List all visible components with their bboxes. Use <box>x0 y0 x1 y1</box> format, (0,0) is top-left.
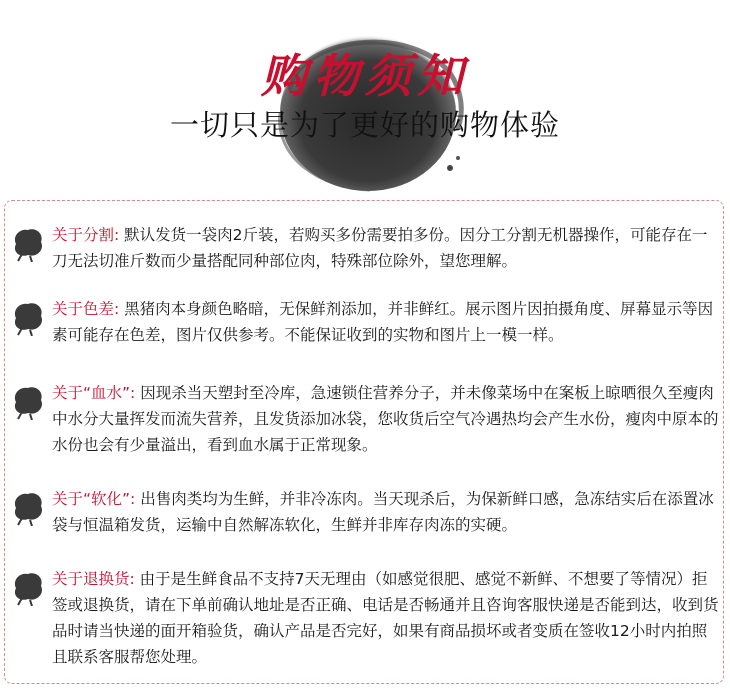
ink-brush-icon <box>10 296 46 336</box>
notice-body: 默认发货一袋肉2斤装，若购买多份需要拍多份。因分工分割无机器操作，可能存在一刀无法切准斤数而少量搭配同种部位肉，特殊部位除外，望您理解。 <box>52 226 708 270</box>
notice-text <box>52 380 720 458</box>
page-subtitle: 一切只是为了更好的购物体验 <box>169 108 560 142</box>
page-title: 购物须知 <box>261 49 469 103</box>
ink-brush-icon <box>10 222 46 262</box>
notice-text <box>52 296 720 348</box>
ink-brush-icon <box>10 486 46 526</box>
notice-body: 黑猪肉本身颜色略暗，无保鲜剂添加，并非鲜红。展示图片因拍摄角度、屏幕显示等因素可能存在色差，图片仅供参考。不能保证收到的实物和图片上一模一样。 <box>52 300 714 344</box>
notice-body: 由于是生鲜食品不支持7天无理由（如感觉很肥、感觉不新鲜、不想要了等情况）拒签或退换货，请在下单前确认地址是否正确、电话是否畅通并且咨询客服快递是否能到达，收到货品时请当快递的面开箱验货，确认产品是否完好，如果有商品损坏或者变质在签收12小时内拍照且联系客服帮您处理。 <box>52 570 719 666</box>
notice-label: 关于“血水”: <box>52 384 136 402</box>
header <box>0 0 730 190</box>
notice-body: 因现杀当天塑封至冷库，急速锁住营养分子，并未像菜场中在案板上晾晒很久至瘦肉中水分大量挥发而流失营养，且发货添加冰袋，您收货后空气冷遇热均会产生水份，瘦肉中原本的水份也会有少量溢出，看到血水属于正常现象。 <box>52 384 719 454</box>
notice-text <box>52 566 720 670</box>
notice-text <box>52 486 720 538</box>
notice-label: 关于色差: <box>52 300 120 318</box>
notice-label: 关于“软化”: <box>52 490 136 508</box>
notice-label: 关于分割: <box>52 226 120 244</box>
ink-brush-icon <box>10 566 46 606</box>
ink-brush-icon <box>10 380 46 420</box>
notice-text <box>52 222 720 274</box>
notice-body: 出售肉类均为生鲜，并非冷冻肉。当天现杀后，为保新鲜口感，急冻结实后在添置冰袋与恒温箱发货，运输中自然解冻软化，生鲜并非库存肉冻的实硬。 <box>52 490 714 534</box>
notice-label: 关于退换货: <box>52 570 135 588</box>
